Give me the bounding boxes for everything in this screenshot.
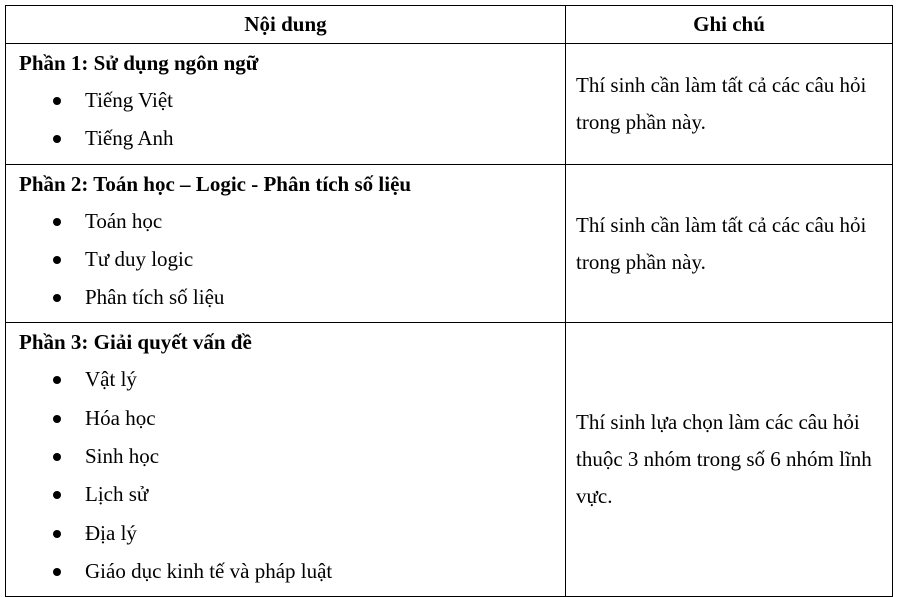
list-item	[6, 119, 565, 157]
list-item-label: Lịch sử	[85, 482, 149, 507]
list-item-label: Toán học	[85, 208, 163, 233]
section-title: Phần 1: Sử dụng ngôn ngữ	[19, 51, 259, 75]
note-cell	[566, 323, 893, 597]
list-item	[6, 399, 565, 437]
list-item-label: Tư duy logic	[85, 246, 194, 271]
list-item-label: Sinh học	[85, 444, 160, 469]
list-item-label: Tiếng Việt	[85, 88, 174, 112]
list-item-label: Địa lý	[85, 520, 137, 545]
bullet-icon	[53, 415, 61, 423]
exam-structure-table	[5, 5, 893, 597]
list-item-label: Vật lý	[85, 367, 137, 392]
bullet-icon	[53, 376, 61, 384]
table-row	[6, 164, 893, 323]
bullet-icon	[53, 256, 61, 264]
list-item	[6, 514, 565, 552]
bullet-icon	[53, 97, 61, 105]
subject-list	[6, 360, 565, 590]
table-row	[6, 44, 893, 165]
bullet-icon	[53, 218, 61, 226]
note-text: Thí sinh cần làm tất cả các câu hỏi trong phần này.	[576, 72, 867, 134]
list-item	[6, 81, 565, 119]
header-note: Ghi chú	[566, 6, 893, 44]
list-item	[6, 202, 565, 240]
note-text: Thí sinh lựa chọn làm các câu hỏi thuộc 3 nhóm trong số 6 nhóm lĩnh vực.	[576, 410, 872, 509]
list-item	[6, 240, 565, 278]
list-item	[6, 475, 565, 513]
list-item	[6, 552, 565, 590]
list-item-label: Hóa học	[85, 405, 156, 430]
content-cell	[6, 164, 566, 323]
section-title: Phần 3: Giải quyết vấn đề	[19, 330, 252, 355]
bullet-icon	[53, 491, 61, 499]
bullet-icon	[53, 453, 61, 461]
note-cell	[566, 164, 893, 323]
list-item	[6, 437, 565, 475]
note-text: Thí sinh cần làm tất cả các câu hỏi trong phần này.	[576, 212, 867, 274]
content-cell	[6, 323, 566, 597]
list-item-label: Phân tích số liệu	[85, 285, 225, 310]
table-row	[6, 323, 893, 597]
table-header-row	[6, 6, 893, 44]
bullet-icon	[53, 294, 61, 302]
subject-list	[6, 81, 565, 158]
list-item	[6, 278, 565, 316]
section-title: Phần 2: Toán học – Logic - Phân tích số liệu	[19, 171, 412, 196]
note-cell	[566, 44, 893, 165]
header-content: Nội dung	[6, 6, 566, 44]
list-item	[6, 360, 565, 398]
bullet-icon	[53, 135, 61, 143]
bullet-icon	[53, 530, 61, 538]
content-cell	[6, 44, 566, 165]
subject-list	[6, 202, 565, 317]
list-item-label: Giáo dục kinh tế và pháp luật	[85, 558, 333, 583]
bullet-icon	[53, 568, 61, 576]
list-item-label: Tiếng Anh	[85, 126, 174, 151]
